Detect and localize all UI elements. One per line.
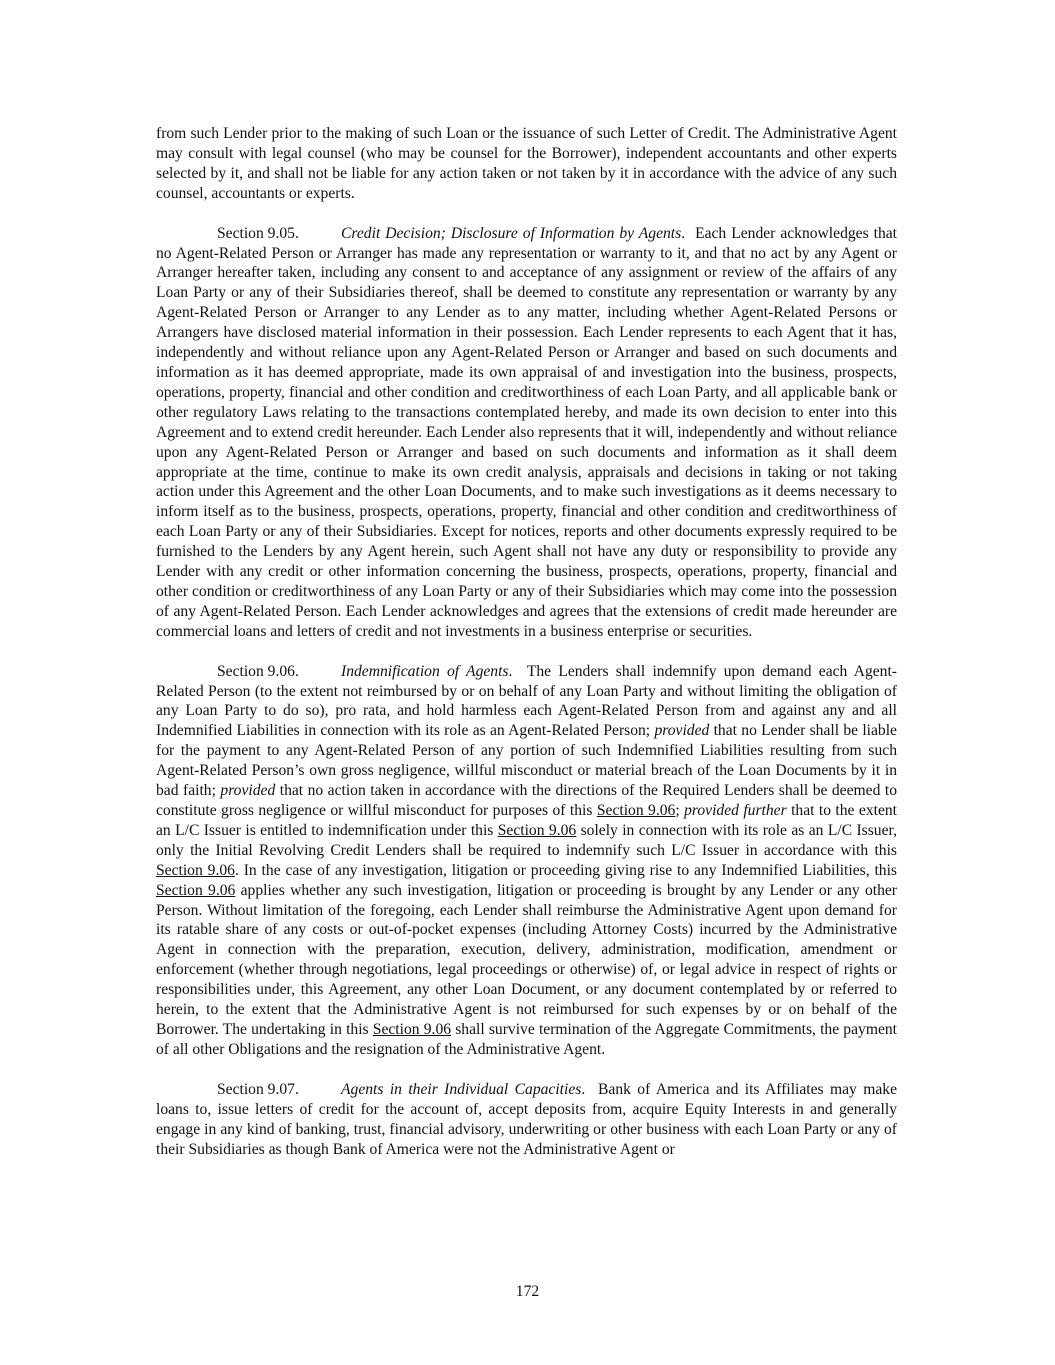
section-number: Section 9.06.: [217, 662, 299, 680]
section-title: Indemnification of Agents: [341, 662, 509, 680]
section-reference: Section 9.06: [156, 881, 236, 899]
section-reference: Section 9.06: [497, 821, 577, 839]
section-text: that no action taken in accordance with the directions of the Required Lenders shall be deemed to constitute gross negligence or willful misconduct for purposes of this: [156, 782, 897, 819]
section-reference: Section 9.06: [372, 1020, 452, 1038]
section-reference: Section 9.06: [156, 861, 235, 879]
section-number: Section 9.07.: [217, 1080, 299, 1098]
section-body: Bank of America and its Affiliates may make loans to, issue letters of credit for the account of, accept deposits from, acquire Equity Interests in and generally engage in any kind of banking, trust, financial advisory, underwriting or other business with each Loan Party or any of their Subsidiaries as though Bank of America were not the Administrative Agent or: [156, 1080, 898, 1158]
page-number: 172: [515, 1283, 540, 1300]
section-text: that no Lender shall be liable for the payment to any Agent-Related Person of any portion of such Indemnified Liabilities resulting from such Agent-Related Person’s own gross negligence, willful misconduct or material breach of the Loan Documents by it in bad faith;: [156, 722, 897, 800]
section-9-05: Section 9.05. Credit Decision; Disclosure of Information by Agents. Each Lender acknowledges that no Agent-Related Person or Arranger has made any representation or warranty to it, and that no act by any Agent or Arranger hereafter taken, including any consent to and acceptance of any assignment or review of the affairs of any Loan Party or any of their Subsidiaries thereof, shall be deemed to constitute any representation or warranty by any Agent-Related Person or Arranger to any Lender as to any matter, including whether Agent-Related Persons or Arrangers have disclosed material information in their possession. Each Lender represents to each Agent that it has, independently and without reliance upon any Agent-Related Person or Arranger and based on such documents and information as it has deemed appropriate, made its own appraisal of and investigation into the business, prospects, operations, property, financial and other condition and creditworthiness of each Loan Party, and all applicable bank or other regulatory Laws relating to the transactions contemplated hereby, and made its own decision to enter into this Agreement and to extend credit hereunder. Each Lender also represents that it will, independently and without reliance upon any Agent-Related Person or Arranger and based on such documents and information as it shall deem appropriate at the time, continue to make its own credit analysis, appraisals and decisions in taking or not taking action under this Agreement and the other Loan Documents, and to make such investigations as it deems necessary to inform itself as to the business, prospects, operations, property, financial and other condition and creditworthiness of each Loan Party or any of their Subsidiaries. Except for notices, reports and other documents expressly required to be furnished to the Lenders by any Agent herein, such Agent shall not have any duty or responsibility to provide any Lender with any credit or other information concerning the business, prospects, operations, property, financial and other condition or creditworthiness of any Loan Party or any of their Subsidiaries which may come into the possession of any Agent-Related Person. Each Lender acknowledges and agrees that the extensions of credit made hereunder are commercial loans and letters of credit and not investments in a business enterprise or securities.: [156, 224, 898, 640]
section-text: The Lenders shall indemnify upon demand each Agent-Related Person (to the extent not reimbursed by or on behalf of any Loan Party and without limiting the obligation of any Loan Party to do so), pro rata, and hold harmless each Agent-Related Person from and against any and all Indemnified Liabilities in connection with its role as an Agent-Related Person;: [156, 662, 897, 740]
section-body: Each Lender acknowledges that no Agent-Related Person or Arranger has made any representation or warranty to it, and that no act by any Agent or Arranger hereafter taken, including any consent to and acceptance of any assignment or review of the affairs of any Loan Party or any of their Subsidiaries thereof, shall be deemed to constitute any representation or warranty by any Agent-Related Person or Arranger to any Lender as to any matter, including whether Agent-Related Persons or Arrangers have disclosed material information in their possession. Each Lender represents to each Agent that it has, independently and without reliance upon any Agent-Related Person or Arranger and based on such documents and information as it has deemed appropriate, made its own appraisal of and investigation into the business, prospects, operations, property, financial and other condition and creditworthiness of each Loan Party, and all applicable bank or other regulatory Laws relating to the transactions contemplated hereby, and made its own decision to enter into this Agreement and to extend credit hereunder. Each Lender also represents that it will, independently and without reliance upon any Agent-Related Person or Arranger and based on such documents and information as it shall deem appropriate at the time, continue to make its own credit analysis, appraisals and decisions in taking or not taking action under this Agreement and the other Loan Documents, and to make such investigations as it deems necessary to inform itself as to the business, prospects, operations, property, financial and other condition and creditworthiness of each Loan Party or any of their Subsidiaries. Except for notices, reports and other documents expressly required to be furnished to the Lenders by any Agent herein, such Agent shall not have any duty or responsibility to provide any Lender with any credit or other information concerning the business, prospects, operations, property, financial and other condition or creditworthiness of any Loan Party or any of their Subsidiaries which may come into the possession of any Agent-Related Person. Each Lender acknowledges and agrees that the extensions of credit made hereunder are commercial loans and letters of credit and not investments in a business enterprise or securities.: [156, 224, 898, 640]
paragraph-intro: from such Lender prior to the making of such Loan or the issuance of such Letter of Credit. The Administrative Agent may consult with legal counsel (who may be counsel for the Borrower), independent accountants and other experts selected by it, and shall not be liable for any action taken or not taken by it in accordance with the advice of any such counsel, accountants or experts.: [156, 125, 897, 202]
provided-term: provided: [220, 782, 276, 800]
section-reference: Section 9.06: [596, 802, 676, 819]
section-number: Section 9.05.: [217, 224, 299, 242]
section-title: Agents in their Individual Capacities: [341, 1080, 582, 1098]
document-page: [156, 124, 897, 1179]
section-text: applies whether any such investigation, litigation or proceeding is brought by any Lender or any other Person. Without limitation of the foregoing, each Lender shall reimburse the Administrative Agent upon demand for its ratable share of any costs or out-of-pocket expenses (including Attorney Costs) incurred by the Administrative Agent in connection with the preparation, execution, delivery, administration, modification, amendment or enforcement (whether through negotiations, legal proceedings or otherwise) of, or legal advice in respect of rights or responsibilities under, this Agreement, any other Loan Document, or any document contemplated by or referred to herein, to the extent that the Administrative Agent is not reimbursed for such expenses by or on behalf of the Borrower. The undertaking in this: [156, 881, 897, 1038]
section-9-07: Section 9.07. Agents in their Individual Capacities. Bank of America and its Affiliates may make loans to, issue letters of credit for the account of, accept deposits from, acquire Equity Interests in and generally engage in any kind of banking, trust, financial advisory, underwriting or other business with each Loan Party or any of their Subsidiaries as though Bank of America were not the Administrative Agent or: [156, 1080, 898, 1158]
section-text: that to the extent an L/C Issuer is entitled to indemnification under this: [156, 802, 897, 839]
section-title: Credit Decision; Disclosure of Information by Agents: [341, 224, 682, 242]
provided-term: provided: [654, 722, 710, 740]
section-text: shall survive termination of the Aggregate Commitments, the payment of all other Obligations and the resignation of the Administrative Agent.: [156, 1020, 898, 1058]
provided-further-term: provided further: [684, 802, 787, 819]
section-text: solely in connection with its role as an L/C Issuer, only the Initial Revolving Credit Lenders shall be required to indemnify such L/C Issuer in accordance with this: [156, 821, 897, 859]
section-text: . In the case of any investigation, litigation or proceeding giving rise to any Indemnified Liabilities, this: [234, 861, 897, 879]
section-9-06: Section 9.06. Indemnification of Agents. The Lenders shall indemnify upon demand each Agent-Related Person (to the extent not reimbursed by or on behalf of any Loan Party and without limiting the obligation of any Loan Party to do so), pro rata, and hold harmless each Agent-Related Person from and against any and all Indemnified Liabilities in connection with its role as an Agent-Related Person; provided that no Lender shall be liable for the payment to any Agent-Related Person of any portion of such Indemnified Liabilities resulting from such Agent-Related Person’s own gross negligence, willful misconduct or material breach of the Loan Documents by it in bad faith; provided that no action taken in accordance with the directions of the Required Lenders shall be deemed to constitute gross negligence or willful misconduct for purposes of this Section 9.06; provided further that to the extent an L/C Issuer is entitled to indemnification under this Section 9.06 solely in connection with its role as an L/C Issuer, only the Initial Revolving Credit Lenders shall be required to indemnify such L/C Issuer in accordance with this Section 9.06. In the case of any investigation, litigation or proceeding giving rise to any Indemnified Liabilities, this Section 9.06 applies whether any such investigation, litigation or proceeding is brought by any Lender or any other Person. Without limitation of the foregoing, each Lender shall reimburse the Administrative Agent upon demand for its ratable share of any costs or out-of-pocket expenses (including Attorney Costs) incurred by the Administrative Agent in connection with the preparation, execution, delivery, administration, modification, amendment or enforcement (whether through negotiations, legal proceedings or otherwise) of, or legal advice in respect of rights or responsibilities under, this Agreement, any other Loan Document, or any document contemplated by or referred to herein, to the extent that the Administrative Agent is not reimbursed for such expenses by or on behalf of the Borrower. The undertaking in this Section 9.06 shall survive termination of the Aggregate Commitments, the payment of all other Obligations and the resignation of the Administrative Agent.: [156, 662, 898, 1058]
